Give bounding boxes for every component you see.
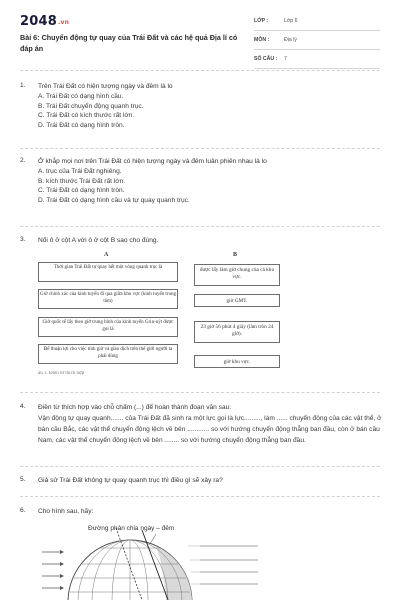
question-stem: Trên Trái Đất có hiện tượng ngày và đêm là lo [38, 83, 173, 90]
column-b-heading: B [233, 252, 238, 258]
option-c: C. Trái Đất có dạng hình tròn. [38, 187, 125, 194]
column-a-heading: A [104, 252, 109, 258]
meta-row-count [254, 52, 380, 69]
meta-label: SỐ CÂU : [254, 56, 278, 62]
globe-figure [38, 518, 358, 600]
option-d: D. Trái Đất có dạng hình tròn. [38, 121, 125, 129]
divider [20, 226, 380, 227]
question-2 [20, 157, 382, 205]
question-stem: Điền từ thích hợp vào chỗ chấm (...) để hoàn thành đoạn văn sau: [38, 404, 232, 411]
divider [20, 70, 380, 71]
globe-diagram [38, 518, 358, 600]
meta-value: Lớp 6 [284, 18, 298, 24]
divider [20, 466, 380, 467]
figure-title: Đường phân chia ngày – đêm [88, 525, 175, 532]
meta-label: LỚP : [254, 18, 269, 24]
question-3 [20, 236, 382, 246]
divider [20, 392, 380, 393]
column-b-box: giờ khu vực. [194, 355, 280, 368]
meta-panel [254, 14, 380, 71]
column-a-box: Thời gian Trái Đất tự quay hết một vòng quanh trục là [38, 262, 178, 282]
site-logo[interactable]: 2048.vn [20, 14, 70, 29]
option-a: A. Trái Đất có dạng hình cầu. [38, 93, 124, 100]
question-number: 5. [20, 476, 26, 483]
question-6 [20, 507, 382, 517]
option-d: D. Trái Đất có dạng hình cầu và tự quay quanh trục. [38, 196, 190, 204]
meta-row-subject [254, 33, 380, 50]
option-b: B. kích thước Trái Đất rất lớn. [38, 177, 126, 185]
column-a-box: Giờ quốc tế lấy theo giờ trung bình của kinh tuyến Grin-uýt được gọi là [38, 317, 178, 337]
option-a: A. trục của Trái Đất nghiêng. [38, 168, 122, 175]
question-number: 1. [20, 82, 26, 89]
fill-in-paragraph: Vận động tự quay quanh....... của Trái Đất đã sinh ra một lực gọi là lực........., làm ...... chuyển động của các vật thể, ở bán cầu Bắc, các vật thể chuyển động lệch về bên ............ so với hướng chuyển động thẳng ban đầu, còn ở bán cầu Nam, các vật thể chuyển động lệch về bên ........ so với hướng chuyển động thẳng ban đầu. [38, 415, 382, 444]
option-b: B. Trái Đất chuyển động quanh trục. [38, 102, 144, 110]
question-stem: Giả sử Trái Đất không tự quay quanh trục thì điều gì sẽ xảy ra? [38, 477, 223, 484]
cutoff-text: âu 3. Điền từ thích hợp [38, 371, 85, 376]
option-c: C. Trái Đất có kích thước rất lớn. [38, 112, 135, 119]
question-number: 4. [20, 403, 26, 410]
divider [20, 496, 380, 497]
meta-label: MÔN : [254, 37, 270, 43]
question-stem: Ở khắp mọi nơi trên Trái Đất có hiện tượng ngày và đêm luân phiên nhau là lo [38, 158, 267, 165]
matching-table [38, 252, 308, 378]
meta-value: 7 [284, 56, 287, 62]
column-b-box: được lấy làm giờ chung của cả khu vực. [194, 264, 280, 286]
document-title: Bài 6: Chuyển động tự quay của Trái Đất và các hệ quả Địa lí có đáp án [20, 33, 238, 53]
column-a-box: Giờ chính xác của kinh tuyến đi qua giữa khu vực (kinh tuyến trung tâm) [38, 289, 178, 309]
question-5 [20, 476, 382, 486]
column-b-box: 23 giờ 56 phút 4 giây (làm tròn 24 giờ). [194, 321, 280, 343]
question-1 [20, 82, 382, 130]
meta-value: Địa lý [284, 37, 297, 43]
column-a-box: Để thuận lợi cho việc tính giờ và giao dịch trên thế giới người ta phải dùng [38, 344, 178, 364]
question-stem: Nối ô ở cột A với ô ở cột B sao cho đúng. [38, 237, 159, 244]
divider [20, 148, 380, 149]
question-4 [20, 403, 382, 446]
globe-illustration [42, 528, 258, 600]
column-b-box: giờ GMT. [194, 294, 280, 307]
question-number: 3. [20, 236, 26, 243]
question-stem: Cho hình sau, hãy: [38, 508, 94, 515]
meta-row-class [254, 14, 380, 31]
question-number: 2. [20, 157, 26, 164]
question-number: 6. [20, 507, 26, 514]
